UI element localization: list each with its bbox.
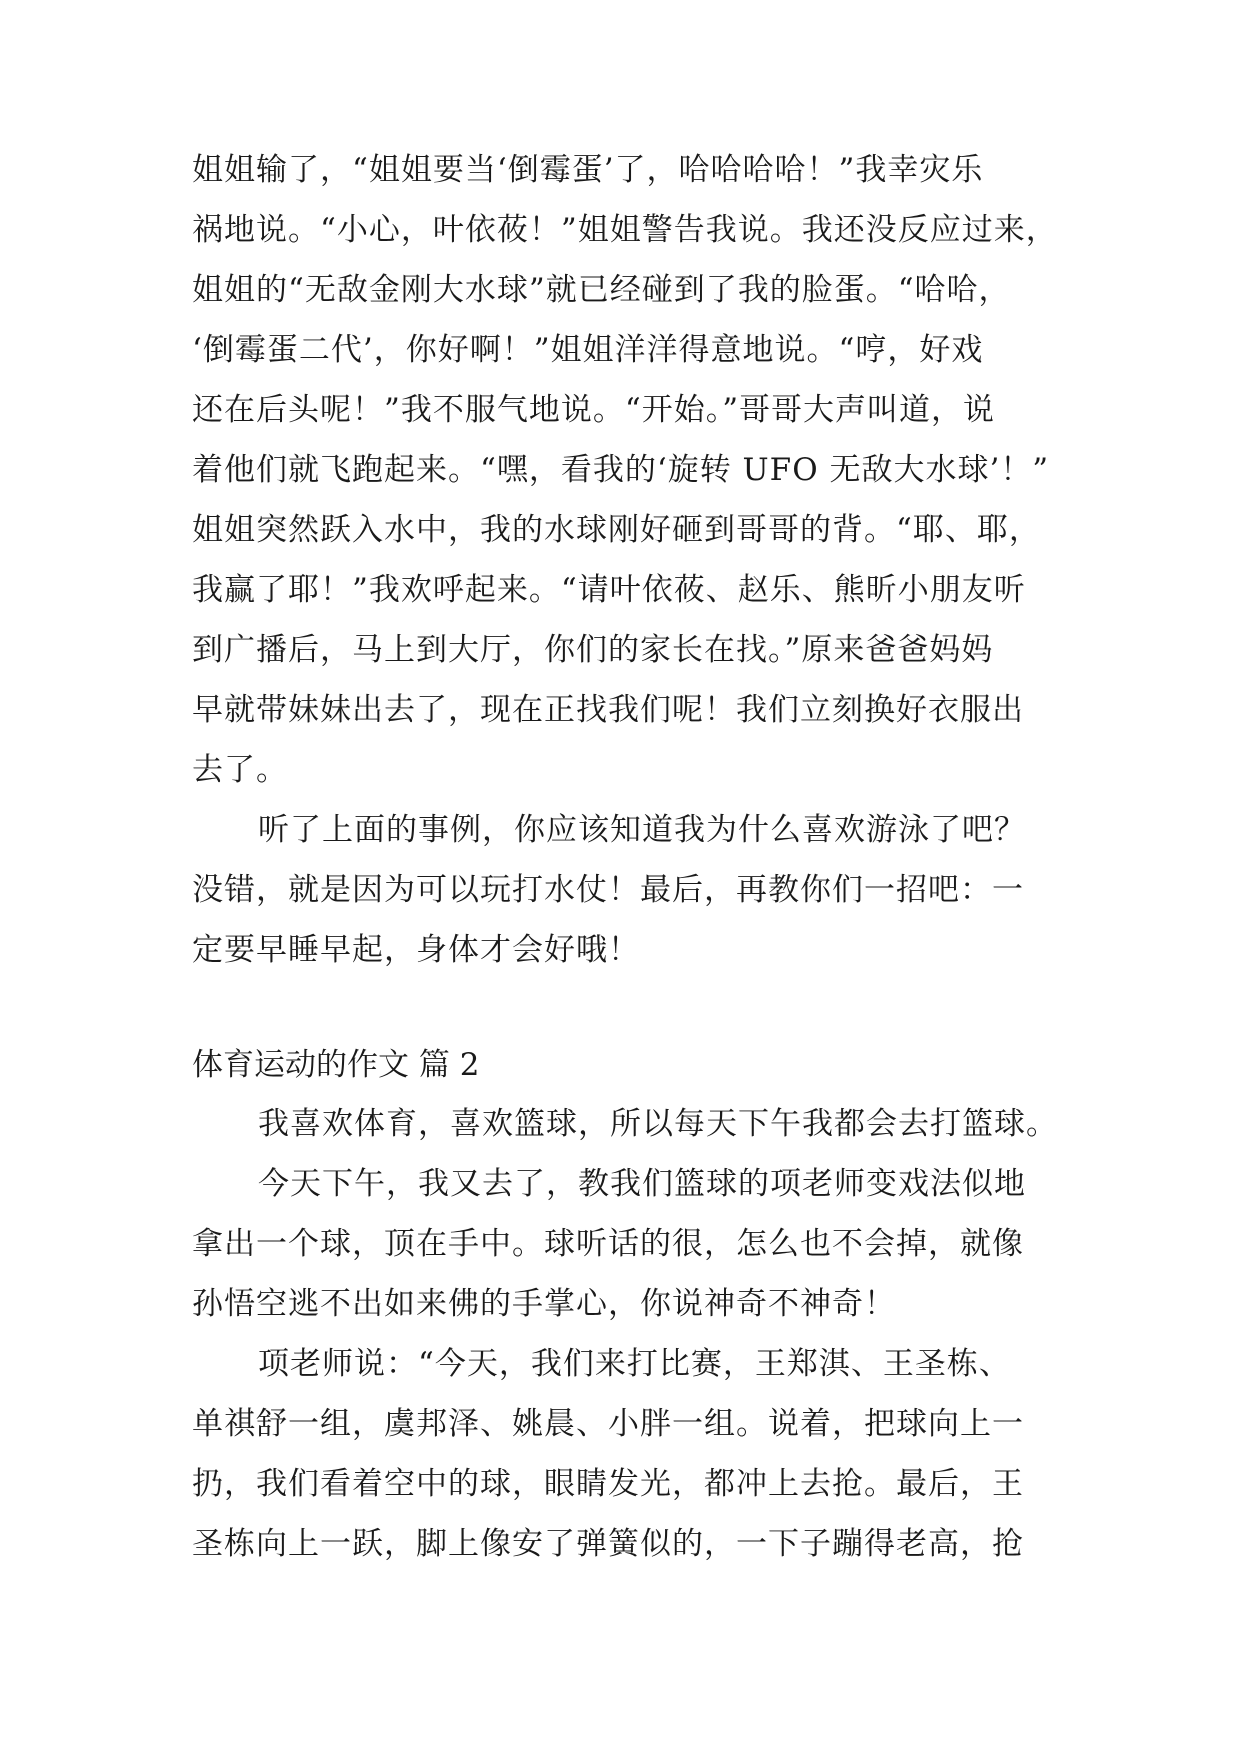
paragraph-line: 我赢了耶！”我欢呼起来。“请叶依莜、赵乐、熊昕小朋友听 (192, 572, 1026, 608)
paragraph-line: 没错，就是因为可以玩打水仗！最后，再教你们一招吧：一 (192, 872, 1024, 908)
paragraph-line: 去了。 (192, 752, 288, 788)
paragraph-line: ‘倒霉蛋二代’，你好啊！”姐姐洋洋得意地说。“哼，好戏 (192, 332, 984, 368)
paragraph-line: 今天下午，我又去了，教我们篮球的项老师变戏法似地 (258, 1166, 1026, 1202)
paragraph-line: 到广播后，马上到大厅，你们的家长在找。”原来爸爸妈妈 (192, 632, 994, 668)
paragraph-line: 姐姐突然跃入水中，我的水球刚好砸到哥哥的背。“耶、耶， (192, 512, 1041, 548)
section-title: 体育运动的作文 篇 2 (192, 1047, 480, 1083)
paragraph-line: 扔，我们看着空中的球，眼睛发光，都冲上去抢。最后，王 (192, 1466, 1024, 1502)
paragraph-line: 姐姐的“无敌金刚大水球”就已经碰到了我的脸蛋。“哈哈， (192, 272, 1011, 308)
paragraph-line: 我喜欢体育，喜欢篮球，所以每天下午我都会去打篮球。 (258, 1106, 1058, 1142)
paragraph-line: 圣栋向上一跃，脚上像安了弹簧似的，一下子蹦得老高，抢 (192, 1526, 1024, 1562)
paragraph-line: 姐姐输了，“姐姐要当‘倒霉蛋’了，哈哈哈哈！”我幸灾乐 (192, 152, 984, 188)
paragraph-line: 着他们就飞跑起来。“嘿，看我的‘旋转 UFO 无敌大水球’！” (192, 452, 1050, 488)
paragraph-line: 拿出一个球，顶在手中。球听话的很，怎么也不会掉，就像 (192, 1226, 1024, 1262)
paragraph-line: 听了上面的事例，你应该知道我为什么喜欢游泳了吧？ (258, 812, 1026, 848)
paragraph-line: 祸地说。“小心，叶依莜！”姐姐警告我说。我还没反应过来， (192, 212, 1058, 248)
paragraph-line: 孙悟空逃不出如来佛的手掌心，你说神奇不神奇！ (192, 1286, 896, 1322)
paragraph-line: 还在后头呢！”我不服气地说。“开始。”哥哥大声叫道，说 (192, 392, 996, 428)
paragraph-line: 定要早睡早起，身体才会好哦！ (192, 932, 640, 968)
paragraph-line: 项老师说：“今天，我们来打比赛，王郑淇、王圣栋、 (258, 1346, 1011, 1382)
paragraph-line: 早就带妹妹出去了，现在正找我们呢！我们立刻换好衣服出 (192, 692, 1024, 728)
paragraph-line: 单祺舒一组，虞邦泽、姚晨、小胖一组。说着，把球向上一 (192, 1406, 1024, 1442)
